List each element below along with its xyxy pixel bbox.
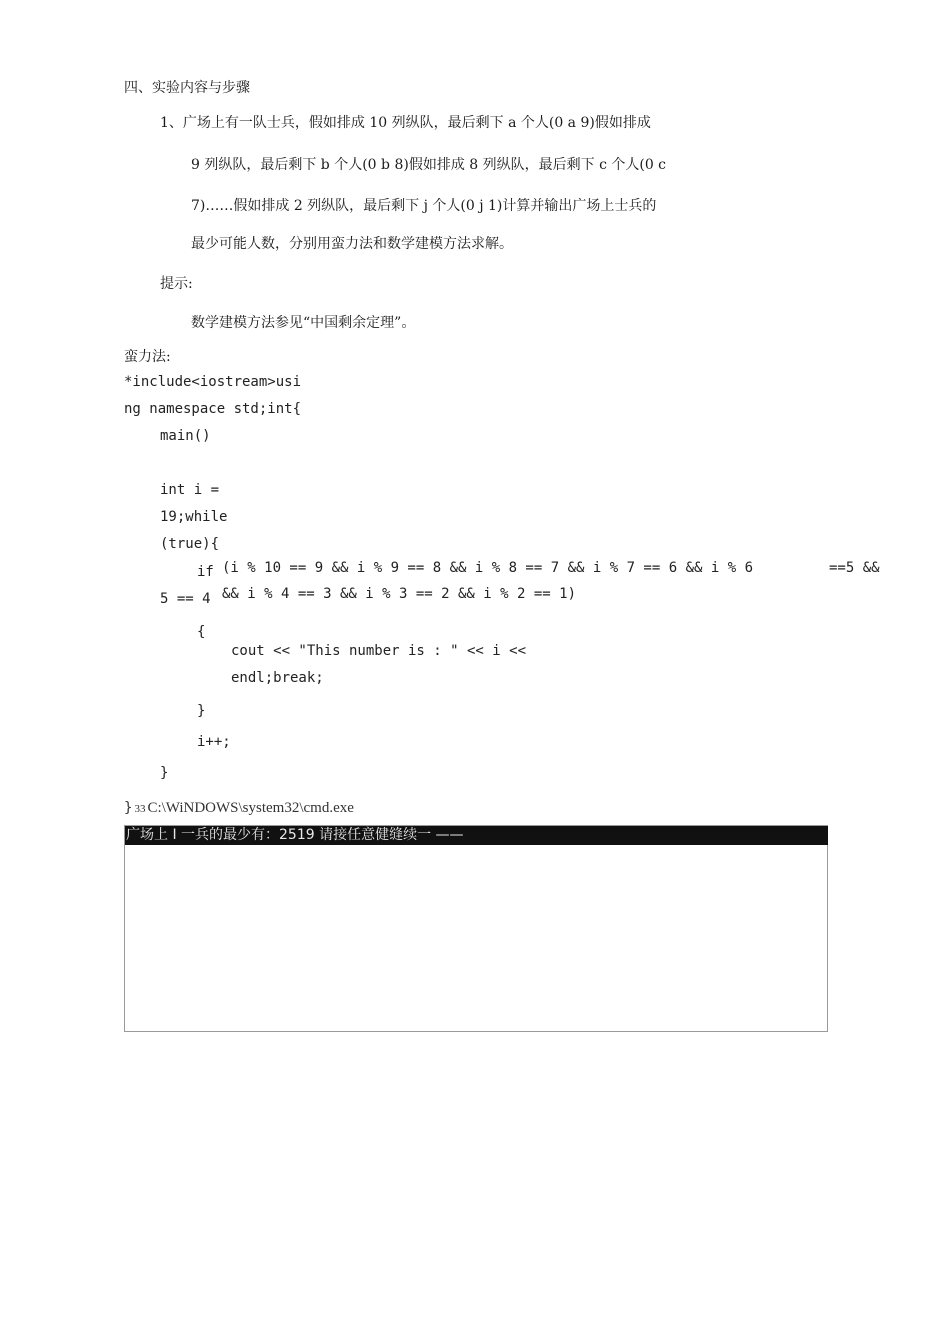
code-line-open-brace: { [197,624,206,640]
code-line-endl: endl;break; [231,670,324,686]
code-line-1: *include<iostream>usi [124,374,302,390]
problem-line-1: 1、广场上有一队士兵，假如排成 10 列纵队，最后剩下 a 个人(0 a 9)假如排成 [160,115,651,131]
hint-label: 提示: [160,276,193,292]
hint-text: 数学建模方法参见“中国剩余定理”。 [191,315,416,331]
console-output-bar: 广场上 I 一兵的最少有：2519 请接任意健缝续一 —— [125,826,828,845]
code-line-2: ng namespace std;int{ [124,401,302,417]
code-line-end-brace: } [160,765,169,781]
code-cond-left: 5 == 4 [160,591,211,607]
code-if-tail: ==5 && [829,560,880,576]
code-if-condition: (i % 10 == 9 && i % 9 == 8 && i % 8 == 7 && i % 7 == 6 && i % 6 [222,560,754,576]
code-line-6: (true){ [160,536,220,552]
console-caption [124,800,354,817]
method-label: 蛮力法: [124,349,171,365]
code-line-3: main() [160,428,211,444]
caption-path: C:\WiNDOWS\system32\cmd.exe [147,800,354,816]
problem-line-2: 9 列纵队，最后剩下 b 个人(0 b 8)假如排成 8 列纵队，最后剩下 c 个人(0 c [191,157,667,173]
code-line-4: int i = [160,482,220,498]
code-line-close-brace: } [197,703,206,719]
code-line-5: 19;while [160,509,228,525]
problem-line-4: 最少可能人数，分别用蛮力法和数学建模方法求解。 [191,236,513,252]
code-line-increment: i++; [197,734,231,750]
code-cond-continuation: && i % 4 == 3 && i % 3 == 2 && i % 2 == 1) [222,586,577,602]
caption-brace: } [124,800,133,816]
problem-line-3: 7)……假如排成 2 列纵队，最后剩下 j 个人(0 j 1)计算并输出广场上士兵的 [191,198,657,214]
caption-number: 33 [134,803,146,815]
section-heading: 四、实验内容与步骤 [124,80,250,96]
code-if-keyword: if [197,564,214,580]
console-window [124,825,828,1032]
code-line-cout: cout << "This number is : " << i << [231,643,527,659]
